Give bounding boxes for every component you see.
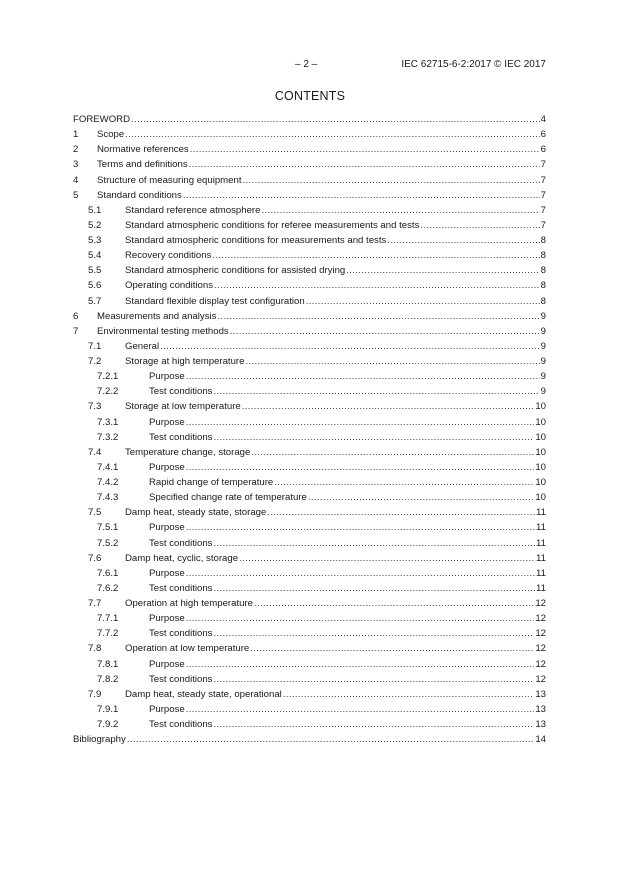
toc-entry-number: 7.6.2 — [97, 582, 119, 594]
toc-entry-page: 9 — [540, 325, 546, 337]
toc-entry-title: Standard conditions — [97, 189, 182, 201]
toc-entry-title: Operation at high temperature — [125, 598, 253, 609]
toc-entry-number: 7.9.1 — [97, 703, 119, 715]
toc-entry[interactable] — [73, 581, 546, 596]
toc-entry-number: 5.2 — [88, 219, 102, 231]
dot-leader — [217, 309, 539, 324]
document-reference: IEC 62715-6-2:2017 © IEC 2017 — [401, 59, 546, 70]
toc-entry-number: 5.6 — [88, 280, 102, 292]
toc-entry-page: 11 — [536, 582, 546, 594]
toc-entry-page: 12 — [535, 658, 546, 670]
toc-entry[interactable] — [73, 233, 546, 248]
toc-entry-number: 7.4.1 — [97, 461, 119, 473]
toc-entry-number: 5.7 — [88, 295, 102, 307]
dot-leader — [183, 188, 540, 203]
toc-entry-title: Storage at high temperature — [125, 356, 245, 367]
toc-entry-number: 5.1 — [88, 204, 102, 216]
dot-leader — [186, 611, 535, 626]
toc-entry[interactable] — [73, 717, 546, 732]
toc-entry-page: 8 — [540, 235, 546, 246]
dot-leader — [189, 157, 540, 172]
toc-entry-title: Operation at low temperature — [125, 643, 250, 655]
toc-entry-title: Scope — [97, 129, 125, 141]
toc-entry[interactable] — [73, 611, 546, 626]
dot-leader — [267, 505, 535, 520]
toc-entry[interactable] — [73, 339, 546, 354]
toc-entry-number: 4 — [73, 174, 79, 186]
toc-entry[interactable] — [73, 505, 546, 520]
toc-entry-title: Test conditions — [149, 431, 213, 443]
toc-entry-title: Operating conditions — [125, 280, 213, 292]
toc-entry-number: 2 — [73, 144, 79, 156]
dot-leader — [213, 384, 539, 399]
toc-entry-page: 8 — [540, 295, 546, 307]
toc-entry-number: 5.5 — [88, 265, 102, 277]
toc-entry-title: Test conditions — [149, 386, 213, 398]
toc-entry-page: 9 — [540, 356, 546, 367]
toc-entry-page: 12 — [535, 598, 546, 609]
page-title: CONTENTS — [274, 89, 346, 103]
dot-leader — [160, 339, 540, 354]
toc-entry-number: 7.5 — [88, 507, 102, 519]
toc-entry-number: 7.2.2 — [97, 386, 119, 398]
dot-leader — [127, 732, 535, 747]
toc-entry-page: 9 — [540, 310, 546, 322]
toc-entry-page: 12 — [535, 613, 546, 625]
toc-entry-page: 6 — [540, 144, 546, 156]
dot-leader — [250, 641, 534, 656]
toc-entry-page: 11 — [536, 522, 546, 534]
toc-entry-page: 7 — [540, 219, 546, 231]
toc-entry[interactable] — [73, 173, 546, 188]
toc-entry-page: 11 — [536, 507, 546, 519]
toc-entry-title: Standard atmospheric conditions for measurements and tests — [125, 235, 387, 246]
toc-entry[interactable] — [73, 445, 546, 460]
toc-entry[interactable] — [73, 248, 546, 263]
dot-leader — [308, 490, 534, 505]
dot-leader — [213, 430, 534, 445]
toc-entry-page: 8 — [540, 280, 546, 292]
dot-leader — [239, 551, 535, 566]
toc-entry-page: 4 — [540, 114, 546, 125]
toc-entry-page: 11 — [536, 567, 546, 579]
toc-entry-title: Damp heat, cyclic, storage — [125, 552, 239, 564]
toc-entry[interactable] — [73, 294, 546, 309]
toc-entry-page: 6 — [540, 129, 546, 141]
toc-entry-page: 13 — [535, 703, 546, 715]
toc-entry-page: 12 — [535, 673, 546, 685]
toc-entry-page: 7 — [540, 204, 546, 216]
toc-entry-page: 10 — [535, 477, 546, 488]
dot-leader — [186, 520, 535, 535]
toc-entry-title: Damp heat, steady state, storage — [125, 507, 267, 519]
toc-entry-page: 7 — [540, 189, 546, 201]
dot-leader — [186, 369, 540, 384]
toc-entry-title: Purpose — [149, 522, 185, 534]
dot-leader — [243, 173, 540, 188]
toc-entry[interactable] — [73, 460, 546, 475]
toc-entry-number: 7.8.1 — [97, 658, 119, 670]
toc-entry-number: 7.2.1 — [97, 371, 119, 383]
toc-entry-page: 10 — [535, 416, 546, 428]
toc-entry-number: 7.9 — [88, 688, 102, 700]
dot-leader — [212, 248, 539, 263]
toc-entry-page: 13 — [535, 688, 546, 700]
toc-entry[interactable] — [73, 188, 546, 203]
toc-entry-title: Normative references — [97, 144, 189, 156]
toc-entry-title: Recovery conditions — [125, 250, 212, 262]
toc-entry-page: 7 — [540, 174, 546, 186]
toc-entry[interactable] — [73, 430, 546, 445]
toc-entry-title: Test conditions — [149, 719, 213, 730]
dot-leader — [306, 294, 540, 309]
toc-entry[interactable] — [73, 551, 546, 566]
toc-entry-number: 7.7.2 — [97, 628, 119, 640]
toc-entry[interactable] — [73, 203, 546, 218]
toc-entry-title: Specified change rate of temperature — [149, 492, 307, 504]
toc-entry[interactable] — [73, 415, 546, 430]
toc-entry-title: Purpose — [149, 371, 185, 383]
toc-entry-page: 14 — [535, 734, 546, 746]
dot-leader — [242, 399, 535, 414]
toc-entry-number: 7.7 — [88, 598, 102, 609]
toc-entry-page: 9 — [540, 386, 546, 398]
toc-entry-number: 7 — [73, 325, 79, 337]
toc-entry-number: 7.5.2 — [97, 537, 119, 549]
toc-entry-number: 7.3.2 — [97, 431, 119, 443]
toc-entry[interactable] — [73, 657, 546, 672]
toc-entry-number: 7.5.1 — [97, 522, 119, 534]
toc-entry[interactable] — [73, 324, 546, 339]
dot-leader — [213, 717, 534, 732]
toc-entry-title: Standard atmospheric conditions for assisted drying — [125, 265, 346, 277]
toc-entry[interactable] — [73, 263, 546, 278]
dot-leader — [254, 596, 534, 611]
table-of-contents — [73, 112, 546, 747]
toc-entry-number: 3 — [73, 159, 79, 171]
dot-leader — [213, 536, 535, 551]
toc-entry-title: Structure of measuring equipment — [97, 174, 242, 186]
dot-leader — [213, 672, 534, 687]
dot-leader — [346, 263, 539, 278]
toc-entry[interactable] — [73, 536, 546, 551]
toc-entry-page: 10 — [535, 446, 546, 458]
toc-entry[interactable] — [73, 127, 546, 142]
dot-leader — [214, 278, 540, 293]
toc-entry-number: 7.4 — [88, 446, 102, 458]
toc-entry-page: 12 — [535, 628, 546, 640]
toc-entry-page: 10 — [535, 492, 546, 504]
dot-leader — [420, 218, 539, 233]
toc-entry-page: 10 — [535, 401, 546, 413]
toc-entry-title: Purpose — [149, 461, 185, 473]
dot-leader — [251, 445, 534, 460]
toc-entry-number: 6 — [73, 310, 79, 322]
toc-entry-title: Damp heat, steady state, operational — [125, 688, 282, 700]
toc-entry-title: Rapid change of temperature — [149, 477, 274, 488]
toc-entry[interactable] — [73, 384, 546, 399]
dot-leader — [131, 112, 540, 127]
toc-entry-page: 9 — [540, 340, 546, 352]
dot-leader — [274, 475, 534, 490]
toc-entry-number: 7.4.2 — [97, 477, 119, 488]
toc-entry-title: FOREWORD — [73, 114, 131, 125]
toc-entry-number: 7.3 — [88, 401, 102, 413]
toc-entry-number: 7.1 — [88, 340, 102, 352]
toc-entry-number: 7.8.2 — [97, 673, 119, 685]
page-number: – 2 – — [295, 59, 318, 70]
page-header — [0, 59, 620, 75]
toc-entry-title: Standard atmospheric conditions for referee measurements and tests — [125, 219, 420, 231]
toc-entry-page: 13 — [535, 719, 546, 730]
toc-entry[interactable] — [73, 520, 546, 535]
toc-entry-page: 8 — [540, 250, 546, 262]
toc-entry-title: Purpose — [149, 416, 185, 428]
toc-entry-number: 5 — [73, 189, 79, 201]
toc-entry-title: Standard flexible display test configuration — [125, 295, 305, 307]
toc-entry[interactable] — [73, 641, 546, 656]
toc-entry-number: 5.3 — [88, 235, 102, 246]
toc-entry[interactable] — [73, 732, 546, 747]
toc-entry[interactable] — [73, 475, 546, 490]
dot-leader — [387, 233, 539, 248]
toc-entry[interactable] — [73, 626, 546, 641]
toc-entry[interactable] — [73, 112, 546, 127]
dot-leader — [213, 626, 534, 641]
toc-entry[interactable] — [73, 354, 546, 369]
toc-entry-title: Temperature change, storage — [125, 446, 251, 458]
toc-entry-page: 11 — [536, 537, 546, 549]
dot-leader — [186, 415, 535, 430]
toc-entry-title: Storage at low temperature — [125, 401, 241, 413]
toc-entry-title: Test conditions — [149, 582, 213, 594]
toc-entry-number: 1 — [73, 129, 79, 141]
toc-entry-title: Purpose — [149, 567, 185, 579]
dot-leader — [283, 687, 535, 702]
dot-leader — [213, 581, 535, 596]
toc-entry-number: 7.2 — [88, 356, 102, 367]
toc-entry-number: 7.4.3 — [97, 492, 119, 504]
toc-entry[interactable] — [73, 369, 546, 384]
toc-entry-number: 7.6.1 — [97, 567, 119, 579]
toc-entry-title: Terms and definitions — [97, 159, 188, 171]
toc-entry[interactable] — [73, 278, 546, 293]
toc-entry-page: 10 — [535, 461, 546, 473]
toc-entry-title: Bibliography — [73, 734, 126, 746]
toc-entry-title: General — [125, 340, 160, 352]
toc-entry-number: 7.7.1 — [97, 613, 119, 625]
dot-leader — [186, 460, 535, 475]
toc-entry-title: Environmental testing methods — [97, 325, 229, 337]
toc-entry-number: 5.4 — [88, 250, 102, 262]
toc-entry[interactable] — [73, 672, 546, 687]
toc-entry-number: 7.6 — [88, 552, 102, 564]
toc-entry-page: 7 — [540, 159, 546, 171]
toc-entry-page: 11 — [536, 552, 546, 564]
toc-entry-number: 7.3.1 — [97, 416, 119, 428]
dot-leader — [190, 142, 540, 157]
toc-entry[interactable] — [73, 566, 546, 581]
dot-leader — [186, 702, 535, 717]
toc-entry[interactable] — [73, 309, 546, 324]
toc-entry[interactable] — [73, 490, 546, 505]
toc-entry[interactable] — [73, 157, 546, 172]
toc-entry-title: Test conditions — [149, 537, 213, 549]
toc-entry[interactable] — [73, 702, 546, 717]
toc-entry-page: 9 — [540, 371, 546, 383]
toc-entry[interactable] — [73, 399, 546, 414]
toc-entry-title: Standard reference atmosphere — [125, 204, 261, 216]
toc-entry[interactable] — [73, 596, 546, 611]
dot-leader — [230, 324, 540, 339]
toc-entry-title: Purpose — [149, 703, 185, 715]
toc-entry-title: Measurements and analysis — [97, 310, 217, 322]
dot-leader — [186, 566, 535, 581]
toc-entry-title: Test conditions — [149, 628, 213, 640]
toc-entry-page: 10 — [535, 431, 546, 443]
toc-entry-number: 7.8 — [88, 643, 102, 655]
toc-entry-page: 12 — [535, 643, 546, 655]
toc-entry-title: Purpose — [149, 658, 185, 670]
toc-entry[interactable] — [73, 142, 546, 157]
toc-entry-page: 8 — [540, 265, 546, 277]
toc-entry-number: 7.9.2 — [97, 719, 119, 730]
dot-leader — [186, 657, 535, 672]
dot-leader — [125, 127, 539, 142]
dot-leader — [261, 203, 539, 218]
toc-entry[interactable] — [73, 218, 546, 233]
toc-entry-title: Test conditions — [149, 673, 213, 685]
dot-leader — [245, 354, 539, 369]
toc-entry[interactable] — [73, 687, 546, 702]
toc-entry-title: Purpose — [149, 613, 185, 625]
